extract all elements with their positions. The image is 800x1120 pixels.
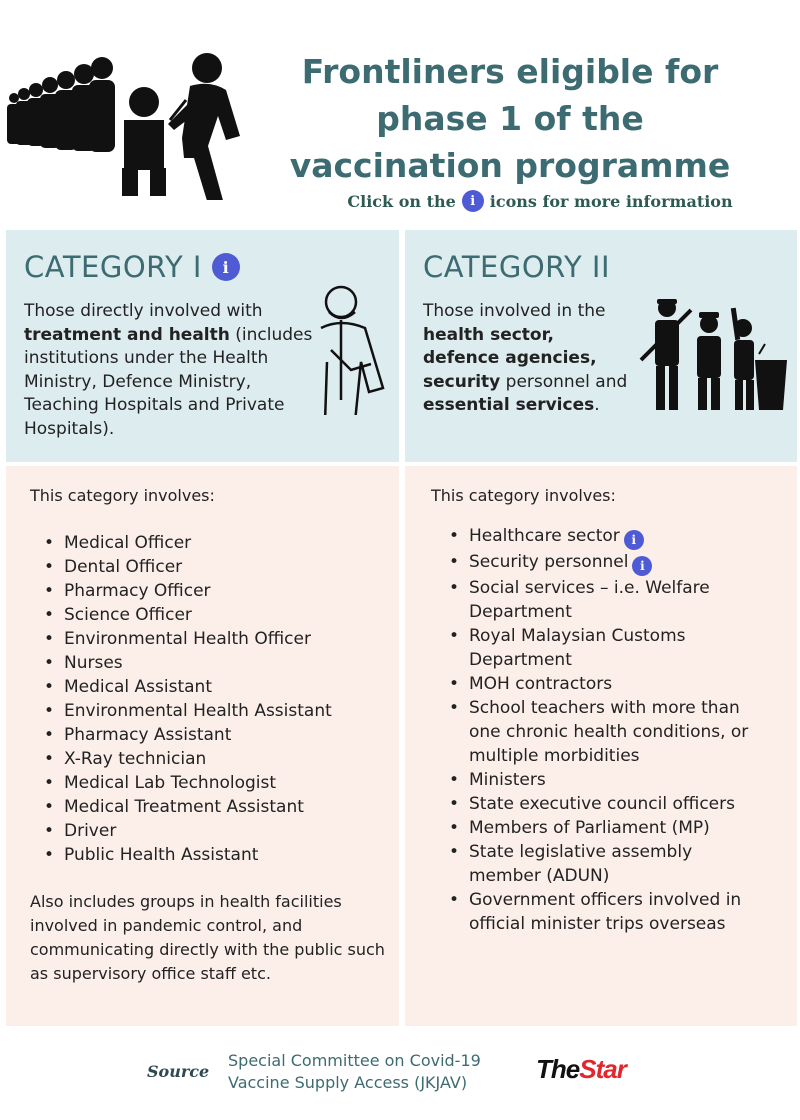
cat2-desc-plain1: personnel and	[505, 371, 628, 392]
list-item: • Members of Parliament (MP)	[449, 816, 749, 840]
page-title: Frontliners eligible for phase 1 of the vaccination programme	[289, 52, 731, 185]
list-item: • Driver	[44, 819, 384, 843]
subtitle	[330, 190, 750, 212]
list-item: • Science Officer	[44, 603, 384, 627]
security-info-icon[interactable]: i	[632, 556, 652, 576]
list-item: • Medical Assistant	[44, 675, 384, 699]
category-2-items	[449, 524, 749, 936]
category-2-list-panel	[405, 466, 797, 1026]
list-item: • Environmental Health Officer	[44, 627, 384, 651]
info-icon: i	[462, 190, 484, 212]
category-2-title-text: CATEGORY II	[423, 250, 611, 284]
category-1-description	[24, 300, 324, 441]
list-item: • Medical Lab Technologist	[44, 771, 384, 795]
category-2-description	[423, 300, 633, 418]
source-label: Source	[147, 1062, 210, 1081]
list-item: • Pharmacy Assistant	[44, 723, 384, 747]
list-item: • Pharmacy Officer	[44, 579, 384, 603]
cat2-desc-bold3: security	[423, 371, 501, 392]
officers-illustration	[639, 290, 789, 420]
list-item-text: Healthcare sector	[469, 526, 620, 546]
health-worker-illustration	[311, 280, 391, 415]
list-item: • State legislative assembly member (ADUN)	[449, 840, 749, 888]
list-item: • Dental Officer	[44, 555, 384, 579]
thestar-logo	[536, 1054, 626, 1085]
category-1-info-icon[interactable]: i	[212, 253, 240, 281]
list-item-healthcare	[449, 524, 749, 550]
source-line-1: Special Committee on Covid-19	[228, 1051, 481, 1070]
footer	[0, 1040, 800, 1120]
list-item: • Social services – i.e. Welfare Department	[449, 576, 749, 624]
list-item: • State executive council officers	[449, 792, 749, 816]
category-1-title	[24, 250, 240, 284]
list-item-text: Security personnel	[469, 552, 629, 572]
cat2-desc-end: .	[594, 395, 600, 415]
source-line-2: Vaccine Supply Access (JKJAV)	[228, 1073, 468, 1092]
cat2-desc-bold1: health sector,	[423, 324, 554, 345]
list-item: • MOH contractors	[449, 672, 749, 696]
source-text	[228, 1050, 481, 1094]
category-1-items	[44, 531, 384, 867]
list-item: • Government officers involved in official minister trips overseas	[449, 888, 749, 936]
cat2-desc-bold4: essential services	[423, 395, 595, 415]
list-item: • Medical Treatment Assistant	[44, 795, 384, 819]
vaccination-queue-illustration	[2, 40, 262, 200]
list-item: • Royal Malaysian Customs Department	[449, 624, 749, 672]
cat1-desc-rest: (includes institutions under the Health Ministry, Defence Ministry, Teaching Hospitals and Private Hospitals).	[24, 324, 313, 439]
subtitle-text-after: icons for more information	[489, 191, 733, 211]
header	[0, 0, 800, 228]
category-1-title-text: CATEGORY I	[24, 250, 202, 284]
category-2-involves-label: This category involves:	[431, 486, 616, 505]
list-item: • School teachers with more than one chronic health conditions, or multiple morbidities	[449, 696, 749, 768]
list-item: • Ministers	[449, 768, 749, 792]
category-2-panel	[405, 230, 797, 462]
category-2-title	[423, 250, 610, 284]
category-1-panel	[6, 230, 399, 462]
category-1-also-note: Also includes groups in health facilities involved in pandemic control, and communicating directly with the public such as supervisory office staff etc.	[30, 892, 385, 983]
logo-the: The	[536, 1054, 580, 1084]
cat1-desc-intro: Those directly involved with	[24, 301, 263, 321]
logo-star: Star	[579, 1054, 626, 1084]
category-1-list-panel	[6, 466, 399, 1026]
cat2-desc-bold2: defence agencies,	[423, 348, 597, 368]
healthcare-info-icon[interactable]: i	[624, 530, 644, 550]
list-item: • Medical Officer	[44, 531, 384, 555]
list-item: • X-Ray technician	[44, 747, 384, 771]
list-item: • Environmental Health Assistant	[44, 699, 384, 723]
list-item: • Public Health Assistant	[44, 843, 384, 867]
subtitle-text-before: Click on the	[347, 191, 456, 211]
list-item: • Nurses	[44, 651, 384, 675]
cat2-desc-intro: Those involved in the	[423, 301, 606, 321]
category-1-involves-label: This category involves:	[30, 486, 215, 505]
list-item-security	[449, 550, 749, 576]
cat1-desc-bold: treatment and health	[24, 324, 230, 345]
